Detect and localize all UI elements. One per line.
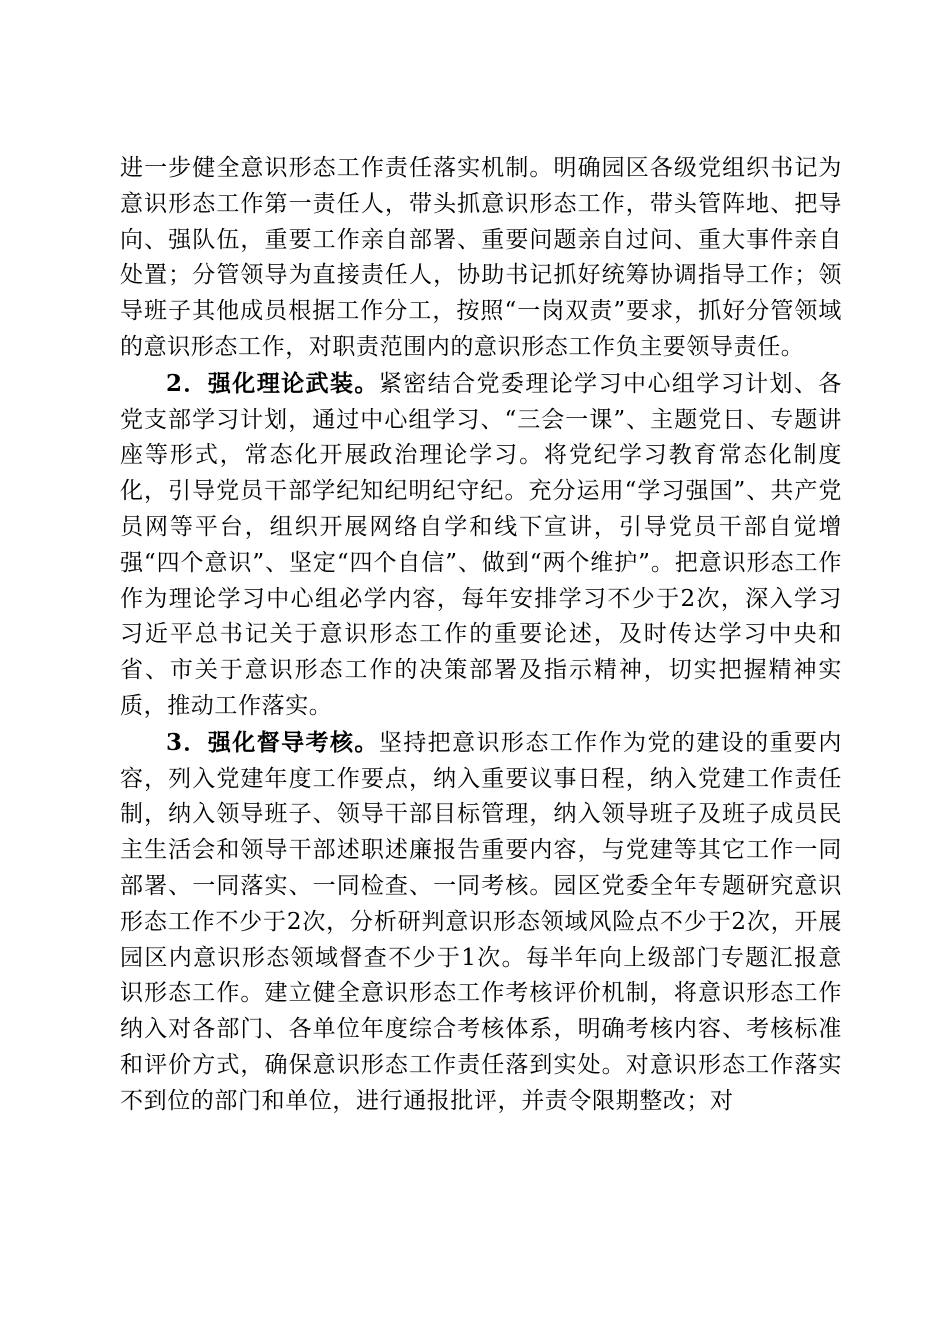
paragraph-heading: 3．强化督导考核。 (166, 728, 379, 756)
paragraph-supervision-assessment (120, 725, 842, 1120)
paragraph-text: 进一步健全意识形态工作责任落实机制。明确园区各级党组织书记为意识形态工作第一责任人，带头抓意识形态工作，带头管阵地、把导向、强队伍，重要工作亲自部署、重要问题亲自过问、重大事件亲自处置；分管领导为直接责任人，协助书记抓好统筹协调指导工作；领导班子其他成员根据工作分工，按照“一岗双责”要求，抓好分管领域的意识形态工作，对职责范围内的意识形态工作负主要领导责任。 (120, 155, 842, 360)
paragraph-heading: 2．强化理论武装。 (166, 369, 379, 397)
paragraph-text: 紧密结合党委理论学习中心组学习计划、各党支部学习计划，通过中心组学习、“三会一课”、主题党日、专题讲座等形式，常态化开展政治理论学习。将党纪学习教育常态化制度化，引导党员干部学纪知纪明纪守纪。充分运用“学习强国”、共产党员网等平台，组织开展网络自学和线下宣讲，引导党员干部自觉增强“四个意识”、坚定“四个自信”、做到“两个维护”。把意识形态工作作为理论学习中心组必学内容，每年安排学习不少于2次，深入学习习近平总书记关于意识形态工作的重要论述，及时传达学习中央和省、市关于意识形态工作的决策部署及指示精神，切实把握精神实质，推动工作落实。 (120, 370, 843, 719)
paragraph-theory-study (120, 366, 842, 725)
paragraph-text: 坚持把意识形态工作作为党的建设的重要内容，列入党建年度工作要点，纳入重要议事日程，纳入党建工作责任制，纳入领导班子、领导干部目标管理，纳入领导班子及班子成员民主生活会和领导干部述职述廉报告重要内容，与党建等其它工作一同部署、一同落实、一同检查、一同考核。园区党委全年专题研究意识形态工作不少于2次，分析研判意识形态领域风险点不少于2次，开展园区内意识形态领域督查不少于1次。每半年向上级部门专题汇报意识形态工作。建立健全意识形态工作考核评价机制，将意识形态工作纳入对各部门、各单位年度综合考核体系，明确考核内容、考核标准和评价方式，确保意识形态工作责任落到实处。对意识形态工作落实不到位的部门和单位，进行通报批评，并责令限期整改；对 (120, 729, 843, 1114)
document-body (120, 151, 842, 1120)
paragraph-responsibility-mechanism (120, 151, 842, 366)
